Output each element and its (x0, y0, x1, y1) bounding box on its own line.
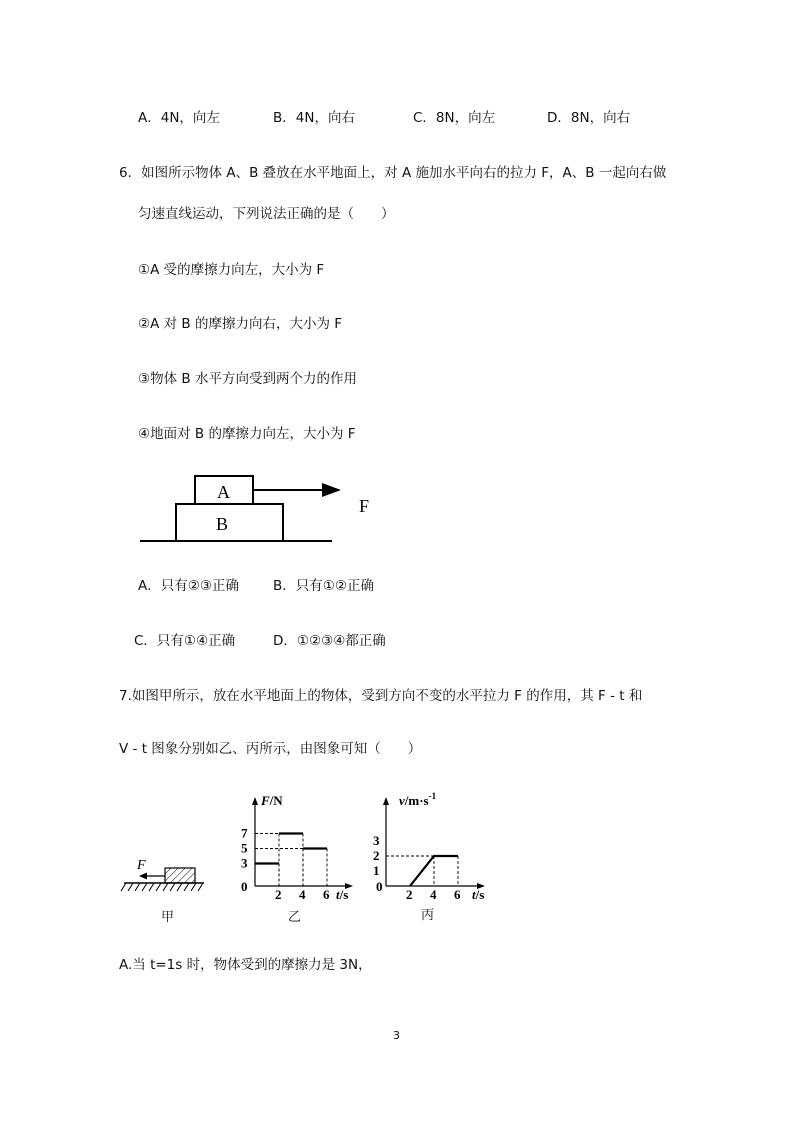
x-tick-2: 2 (275, 887, 282, 900)
fig-jia-caption: 甲 (161, 910, 175, 925)
q7-stem-line2: V - t 图象分别如乙、丙所示，由图象可知（ ） (119, 741, 422, 757)
force-arrow-head (139, 873, 147, 880)
q6-statement-4: ④地面对 B 的摩擦力向左，大小为 F (138, 426, 356, 442)
x-tick-4: 4 (299, 887, 306, 900)
q6-statement-1: ①A 受的摩擦力向左，大小为 F (138, 262, 325, 278)
q6-statement-2: ②A 对 B 的摩擦力向右，大小为 F (138, 316, 343, 332)
x-tick-2: 2 (406, 887, 413, 900)
q6-option-b: B．只有①②正确 (273, 578, 374, 594)
force-arrow-head (322, 483, 341, 497)
x-axis-label: t/s (472, 887, 485, 900)
q5-option-d: D．8N，向右 (547, 110, 631, 126)
q7-option-a: A.当 t=1s 时，物体受到的摩擦力是 3N， (119, 957, 372, 973)
q6-block-diagram (130, 468, 390, 552)
fig-bing-caption: 丙 (421, 908, 435, 923)
y-tick-2: 2 (373, 848, 380, 863)
fig-jia-block-on-ground (118, 850, 213, 900)
label-f: F (359, 496, 370, 516)
y-tick-3: 3 (373, 833, 380, 848)
q6-stem-line1: 6．如图所示物体 A、B 叠放在水平地面上，对 A 施加水平向右的拉力 F，A、B 一起向右做 (119, 165, 667, 181)
x-tick-6: 6 (323, 887, 330, 900)
y-tick-3: 3 (241, 855, 248, 871)
fig-bing-v-t-graph (371, 788, 496, 900)
y-axis-label: $v/m\cdot s^{-1}$ (399, 791, 437, 808)
q6-option-a: A．只有②③正确 (138, 578, 239, 594)
q7-stem-line1: 7.如图甲所示，放在水平地面上的物体，受到方向不变的水平拉力 F 的作用，其 F - t 和 (119, 688, 643, 704)
page-number: 3 (393, 1029, 400, 1042)
origin-label: 0 (376, 879, 383, 894)
label-a: A (217, 482, 230, 502)
q5-option-b: B．4N，向右 (273, 110, 355, 126)
q6-option-d: D．①②③④都正确 (273, 633, 386, 649)
q6-statement-3: ③物体 B 水平方向受到两个力的作用 (138, 371, 357, 387)
origin-label: 0 (241, 879, 248, 894)
q6-stem-line2: 匀速直线运动，下列说法正确的是（ ） (138, 206, 395, 222)
y-axis-arrow (383, 797, 389, 805)
y-tick-1: 1 (373, 863, 380, 878)
q6-option-c: C．只有①④正确 (134, 633, 236, 649)
x-tick-4: 4 (430, 887, 437, 900)
ground-hatching (121, 883, 203, 891)
y-tick-7: 7 (241, 825, 248, 841)
force-label: F (137, 858, 146, 873)
fig-yi-f-t-graph (235, 788, 360, 900)
y-axis-arrow (252, 797, 258, 805)
q5-option-a: A．4N，向左 (138, 110, 220, 126)
block-b (176, 504, 283, 541)
y-tick-5: 5 (241, 840, 248, 856)
q5-option-c: C．8N，向左 (413, 110, 496, 126)
x-axis-label: t/s (336, 887, 349, 900)
x-tick-6: 6 (454, 887, 461, 900)
y-axis-label: F/N (261, 793, 283, 808)
label-b: B (216, 514, 229, 534)
hatched-block (165, 868, 195, 883)
fig-yi-caption: 乙 (288, 910, 302, 925)
